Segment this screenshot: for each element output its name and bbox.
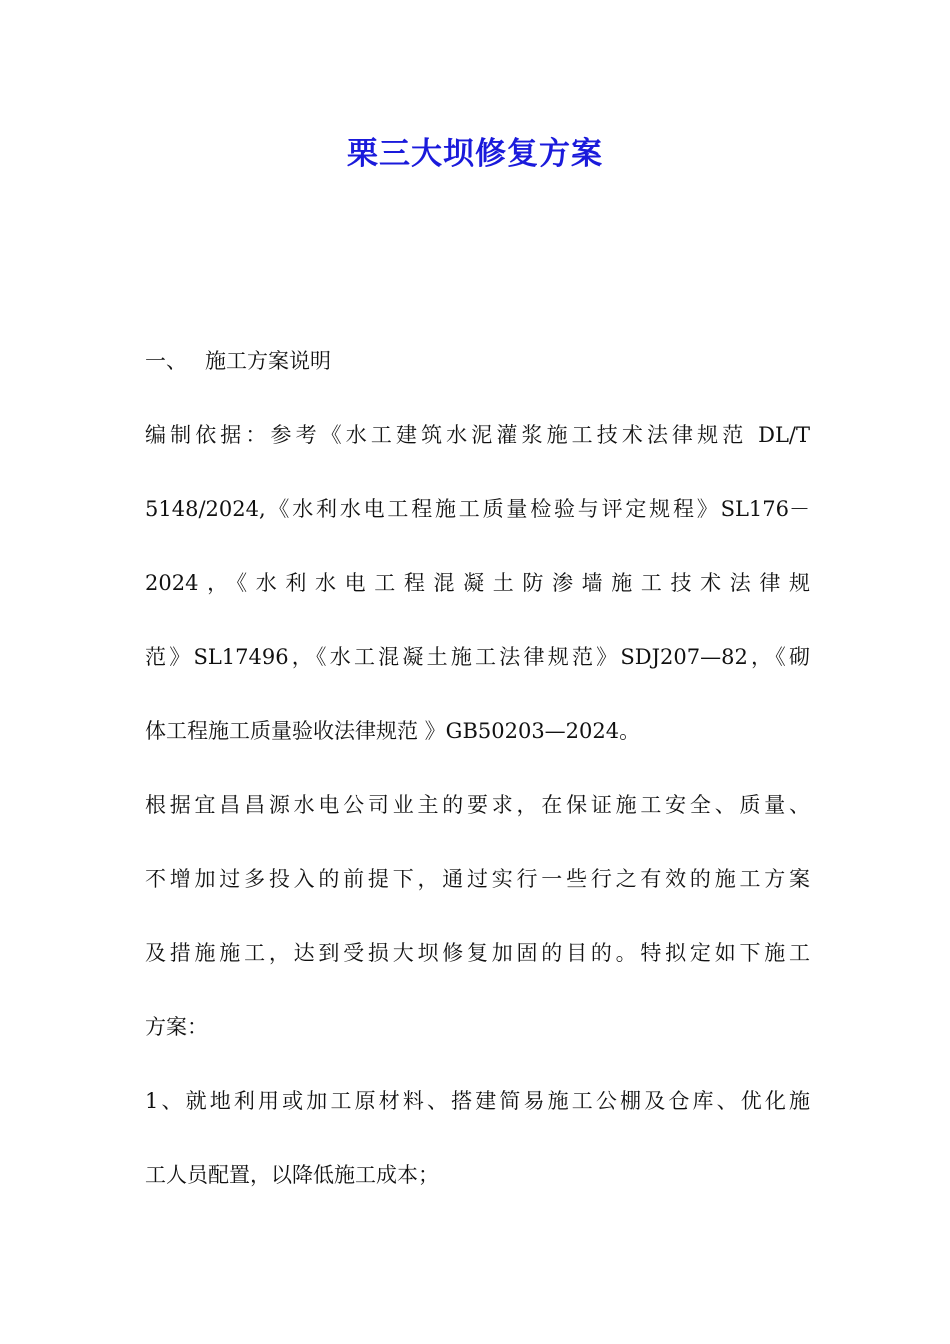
list-item-1 xyxy=(145,1064,810,1212)
basis-line: 体工程施工质量验收法律规范 》GB50203—2024。 xyxy=(145,719,641,743)
list-item-line: 1、就地利用或加工原材料、搭建简易施工公棚及仓库、优化施 xyxy=(145,1089,810,1113)
purpose-line: 根据宜昌昌源水电公司业主的要求，在保证施工安全、质量、 xyxy=(145,793,810,817)
document-title: 栗三大坝修复方案 xyxy=(347,136,603,172)
purpose-paragraph xyxy=(145,768,810,1064)
list-item-line: 工人员配置，以降低施工成本； xyxy=(145,1163,439,1187)
basis-paragraph xyxy=(145,398,810,768)
purpose-line: 不增加过多投入的前提下，通过实行一些行之有效的施工方案 xyxy=(145,867,810,891)
basis-line: 5148/2024,《水利水电工程施工质量检验与评定规程》SL176－ xyxy=(145,497,810,521)
section-heading-text: 施工方案说明 xyxy=(205,349,331,373)
basis-line: 2024，《水利水电工程混凝土防渗墙施工技术法律规 xyxy=(145,571,810,595)
purpose-line: 及措施施工，达到受损大坝修复加固的目的。特拟定如下施工 xyxy=(145,941,810,965)
basis-line: 范》SL17496，《水工混凝土施工法律规范》SDJ207—82，《砌 xyxy=(145,645,810,669)
section-heading xyxy=(145,324,810,398)
basis-line: 编制依据：参考《水工建筑水泥灌浆施工技术法律规范 DL/T xyxy=(145,423,810,447)
section-number: 一、 xyxy=(145,349,187,373)
purpose-line: 方案： xyxy=(145,1015,208,1039)
